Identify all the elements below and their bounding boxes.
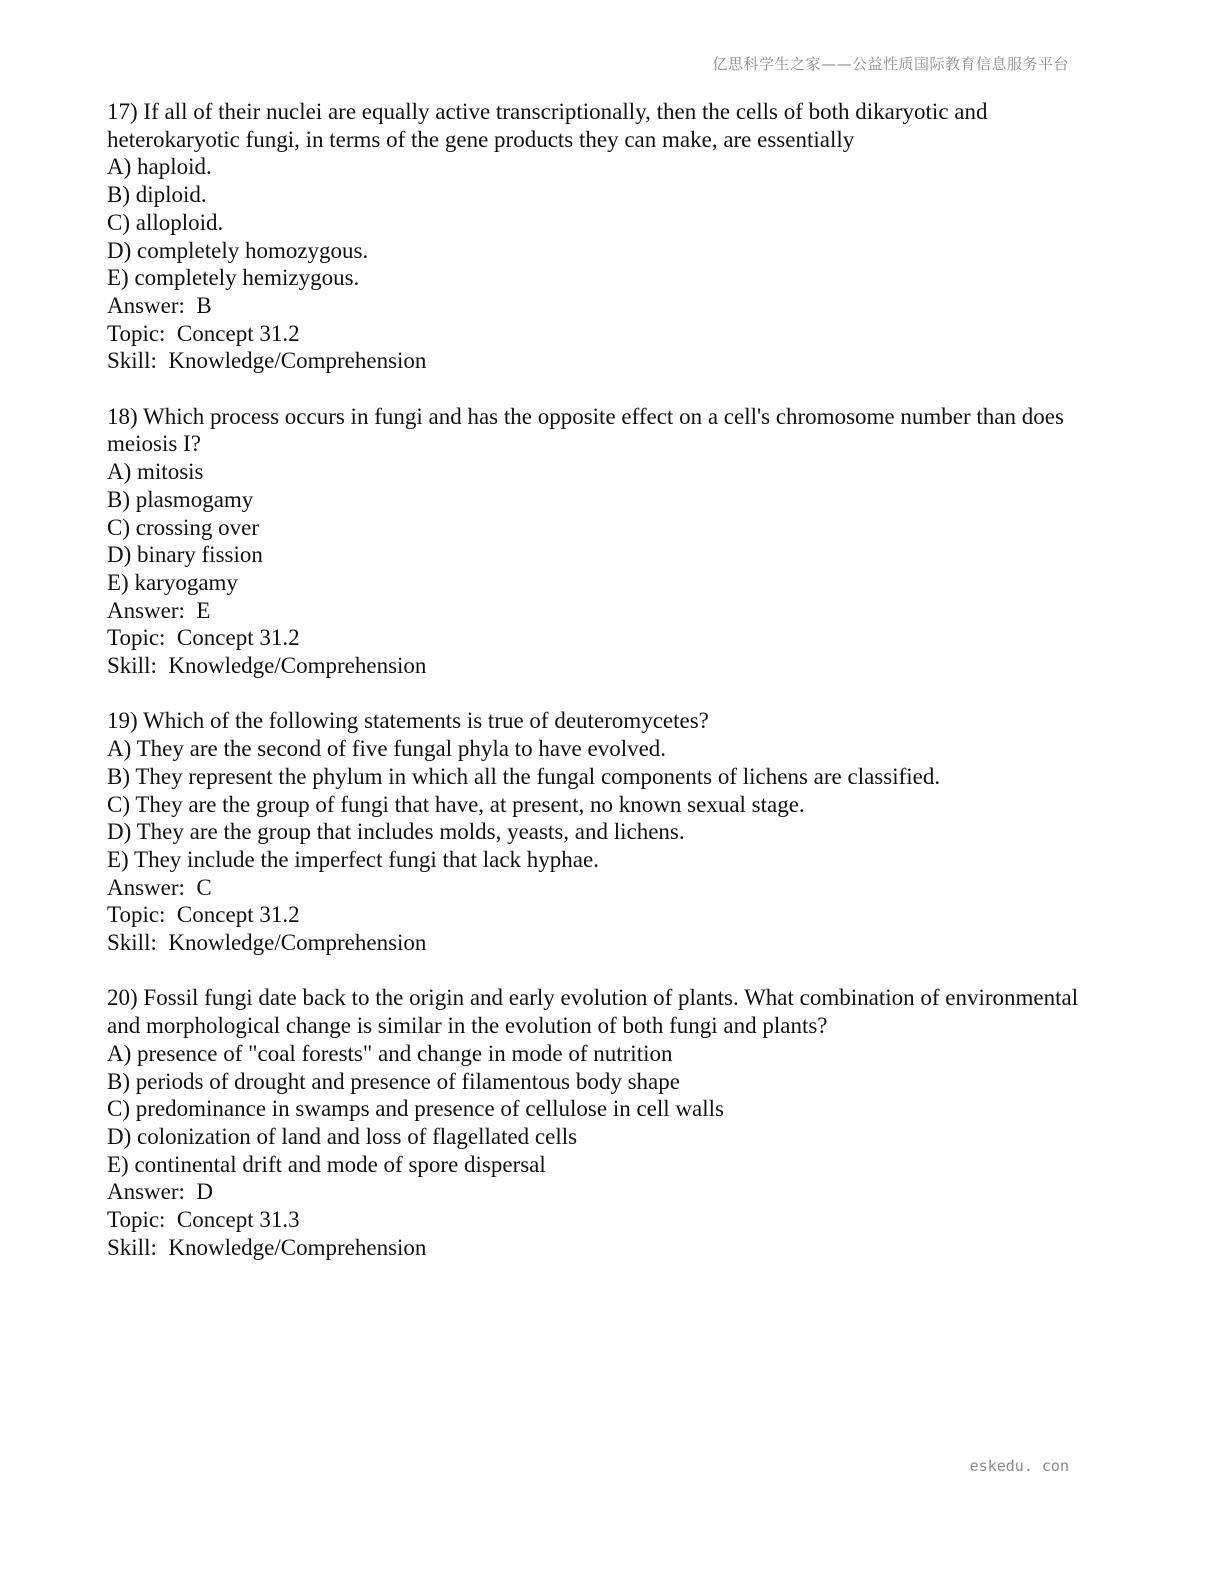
answer: Answer: B [107, 292, 212, 318]
option-b: B) periods of drought and presence of filamentous body shape [107, 1068, 680, 1094]
page-header: 亿思科学生之家——公益性质国际教育信息服务平台 [712, 55, 1069, 73]
question-stem: 17) If all of their nuclei are equally active transcriptionally, then the cells of both dikaryotic and heterokaryotic fungi, in terms of the gene products they can make, are essentially [107, 99, 994, 152]
question-19 [107, 707, 1117, 956]
option-d: D) colonization of land and loss of flagellated cells [107, 1123, 578, 1149]
question-17 [107, 98, 1117, 375]
option-b: B) diploid. [107, 182, 207, 208]
question-stem: 18) Which process occurs in fungi and has the opposite effect on a cell's chromosome number than does meiosis I? [107, 403, 1070, 457]
option-a: A) haploid. [107, 154, 212, 180]
option-e: E) continental drift and mode of spore dispersal [107, 1151, 546, 1177]
topic: Topic: Concept 31.2 [107, 320, 300, 346]
option-d: D) They are the group that includes molds, yeasts, and lichens. [107, 819, 685, 845]
option-c: C) crossing over [107, 514, 260, 540]
answer: Answer: D [107, 1179, 214, 1205]
question-list [107, 98, 1117, 1289]
skill: Skill: Knowledge/Comprehension [107, 653, 427, 679]
question-20 [107, 984, 1117, 1261]
question-18 [107, 403, 1117, 680]
option-b: B) They represent the phylum in which all the fungal components of lichens are classified. [107, 763, 941, 789]
option-a: A) mitosis [107, 459, 204, 485]
answer: Answer: E [107, 597, 211, 623]
option-a: A) They are the second of five fungal phyla to have evolved. [107, 736, 667, 762]
option-d: D) completely homozygous. [107, 237, 369, 263]
skill: Skill: Knowledge/Comprehension [107, 930, 427, 956]
option-e: E) karyogamy [107, 569, 238, 595]
option-d: D) binary fission [107, 542, 263, 568]
option-c: C) alloploid. [107, 209, 224, 235]
option-a: A) presence of "coal forests" and change in mode of nutrition [107, 1040, 673, 1066]
skill: Skill: Knowledge/Comprehension [107, 1234, 427, 1260]
page-footer: eskedu. con [969, 1457, 1069, 1475]
topic: Topic: Concept 31.3 [107, 1207, 300, 1233]
option-b: B) plasmogamy [107, 486, 254, 512]
topic: Topic: Concept 31.2 [107, 902, 300, 928]
option-e: E) They include the imperfect fungi that lack hyphae. [107, 846, 599, 872]
skill: Skill: Knowledge/Comprehension [107, 348, 427, 374]
option-c: C) predominance in swamps and presence of cellulose in cell walls [107, 1096, 724, 1122]
question-stem: 20) Fossil fungi date back to the origin and early evolution of plants. What combination of environmental and morphological change is similar in the evolution of both fungi and plants? [107, 985, 1084, 1039]
option-c: C) They are the group of fungi that have, at present, no known sexual stage. [107, 791, 805, 817]
question-stem: 19) Which of the following statements is true of deuteromycetes? [107, 708, 709, 734]
topic: Topic: Concept 31.2 [107, 625, 300, 651]
answer: Answer: C [107, 874, 212, 900]
option-e: E) completely hemizygous. [107, 265, 360, 291]
